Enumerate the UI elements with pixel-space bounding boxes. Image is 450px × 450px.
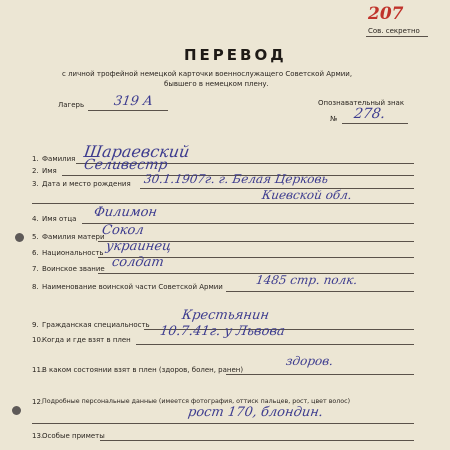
field-11-line [226, 374, 414, 375]
id-tag-number-sign: № [330, 115, 338, 123]
document-subtitle-line-2: бывшего в немецком плену. [164, 80, 269, 88]
field-6-label: Национальность [42, 249, 104, 257]
field-2-number: 2. [32, 167, 39, 175]
classification-underline [366, 36, 428, 37]
field-13-label: Особые приметы [42, 432, 105, 440]
field-1-number: 1. [32, 155, 39, 163]
field-7-value: солдат [110, 255, 165, 270]
field-5-label: Фамилия матери [42, 233, 105, 241]
camp-label: Лагерь [58, 101, 85, 109]
field-10-value: 10.7.41г. у Львова [158, 324, 286, 339]
field-9-value: Крестьянин [180, 308, 270, 323]
field-3-label: Дата и место рождения [42, 180, 131, 188]
field-4-number: 4. [32, 215, 39, 223]
field-9-number: 9. [32, 321, 39, 329]
field-11-number: 11. [32, 366, 44, 374]
field-13-number: 13. [32, 432, 44, 440]
document-title: ПЕРЕВОД [184, 46, 287, 64]
field-6-number: 6. [32, 249, 39, 257]
field-1-value: Шараевский [82, 142, 191, 161]
field-12-number: 12. [32, 398, 44, 406]
field-8-value: 1485 стр. полк. [255, 273, 359, 287]
field-8-line [226, 291, 414, 292]
archive-number: 207 [368, 4, 404, 24]
id-tag-label: Опознавательный знак [318, 99, 405, 107]
field-11-label: В каком состоянии взят в плен (здоров, болен, ранен) [42, 366, 244, 374]
field-3-value-line-2: Киевской обл. [261, 188, 353, 202]
field-2-label: Имя [42, 167, 57, 175]
classification-stamp: Сов. секретно [368, 27, 420, 35]
id-tag-line [342, 123, 408, 124]
field-4-value: Филимон [92, 205, 159, 220]
field-12-line [32, 423, 414, 424]
field-13-line [100, 440, 414, 441]
field-12-value: рост 170, блондин. [186, 405, 324, 420]
field-12-label: Подробные персональные данные (имеется фотография, оттиск пальцев, рост, цвет волос) [42, 398, 351, 405]
camp-line [88, 110, 168, 111]
field-5-number: 5. [32, 233, 39, 241]
field-8-number: 8. [32, 283, 39, 291]
field-6-value: украинец [104, 239, 173, 254]
field-5-value: Сокол [100, 223, 145, 238]
field-3-number: 3. [32, 180, 39, 188]
field-8-label: Наименование воинской части Советской Армии [42, 283, 223, 291]
field-11-value: здоров. [285, 354, 335, 368]
field-3-line-2 [32, 203, 414, 204]
field-4-label: Имя отца [42, 215, 77, 223]
field-10-label: Когда и где взят в плен [42, 336, 131, 344]
id-tag-value: 278. [352, 106, 387, 122]
field-7-number: 7. [32, 265, 39, 273]
document-subtitle-line-1: с личной трофейной немецкой карточки военнослужащего Советской Армии, [62, 70, 353, 78]
punch-hole-top [15, 233, 24, 242]
field-3-value: 30.1.1907г. г. Белая Церковь [143, 172, 330, 186]
field-10-number: 10. [32, 336, 44, 344]
field-9-label: Гражданская специальность [42, 321, 150, 329]
camp-value: 319 А [112, 94, 154, 109]
field-7-label: Воинское звание [42, 265, 105, 273]
punch-hole-bottom [12, 406, 21, 415]
field-1-label: Фамилия [42, 155, 76, 163]
field-10-line [136, 344, 414, 345]
field-2-value: Селивестр [82, 157, 169, 173]
